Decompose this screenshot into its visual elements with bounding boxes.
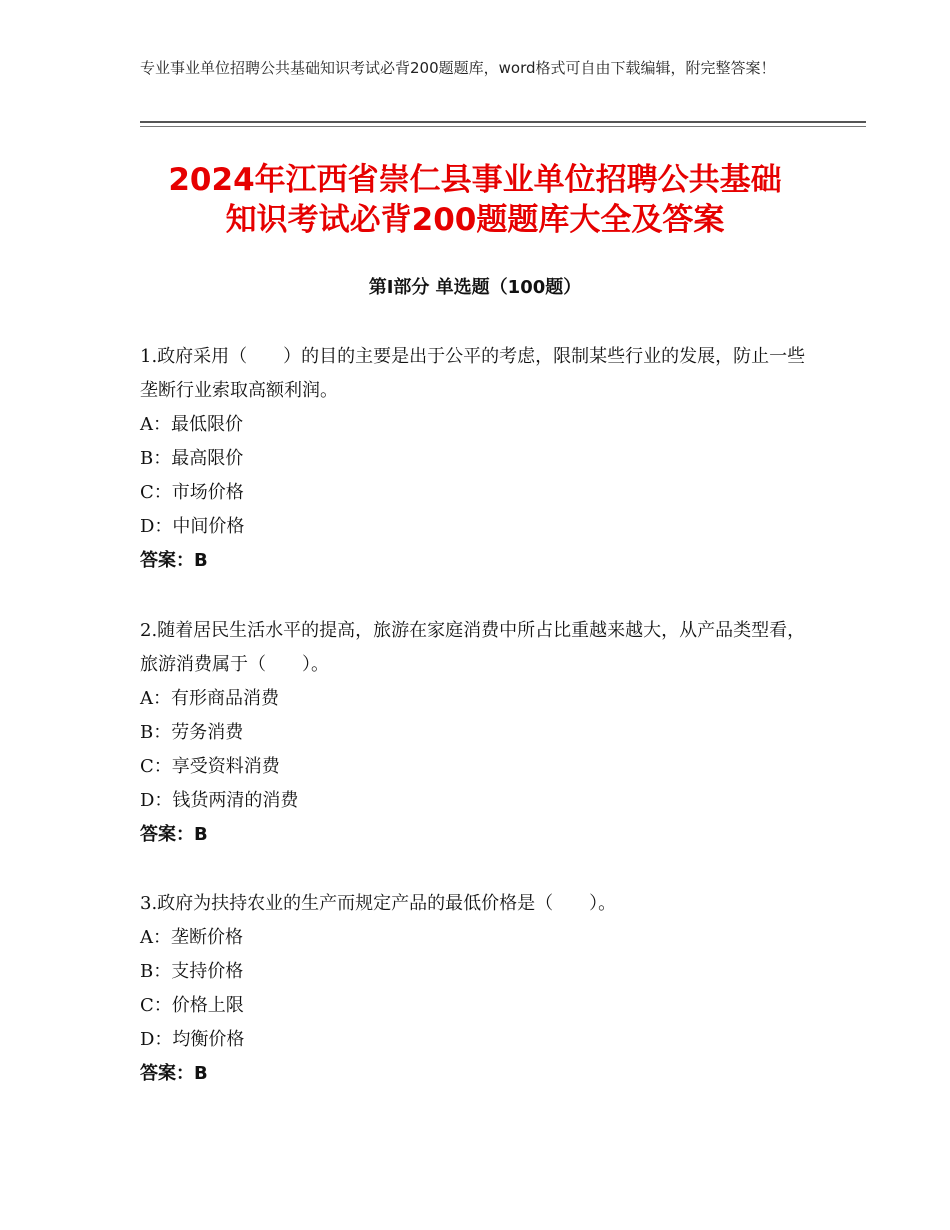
answer: 答案：B (140, 1063, 208, 1084)
option-a: A：垄断价格 (140, 927, 243, 948)
option-b: B：支持价格 (140, 961, 244, 982)
option-c: C：市场价格 (140, 482, 244, 503)
question-2 (140, 614, 820, 852)
header-divider-thin (140, 126, 866, 127)
option-c: C：价格上限 (140, 995, 244, 1016)
document-title (100, 160, 850, 240)
document-title-line-1: 2024年江西省崇仁县事业单位招聘公共基础 (168, 162, 782, 198)
section-title: 第Ⅰ部分 单选题（100题） (368, 277, 582, 298)
answer: 答案：B (140, 824, 208, 845)
header-note: 专业事业单位招聘公共基础知识考试必背200题题库，word格式可自由下载编辑，附完整答案！ (140, 59, 776, 77)
answer: 答案：B (140, 550, 208, 571)
option-d: D：中间价格 (140, 516, 245, 537)
header-divider-thick (140, 121, 866, 123)
option-d: D：钱货两清的消费 (140, 790, 299, 811)
question-stem: 3.政府为扶持农业的生产而规定产品的最低价格是（ ）。 (140, 893, 617, 914)
option-d: D：均衡价格 (140, 1029, 245, 1050)
option-b: B：劳务消费 (140, 722, 244, 743)
option-a: A：有形商品消费 (140, 688, 279, 709)
question-stem: 2.随着居民生活水平的提高，旅游在家庭消费中所占比重越来越大，从产品类型看，旅游消费属于（ ）。 (140, 620, 806, 675)
question-3 (140, 887, 820, 1091)
question-stem: 1.政府采用（ ）的目的主要是出于公平的考虑，限制某些行业的发展，防止一些垄断行业索取高额利润。 (140, 346, 806, 401)
option-b: B：最高限价 (140, 448, 244, 469)
document-title-line-2: 知识考试必背200题题库大全及答案 (225, 202, 725, 238)
question-1 (140, 340, 820, 578)
option-c: C：享受资料消费 (140, 756, 280, 777)
option-a: A：最低限价 (140, 414, 243, 435)
